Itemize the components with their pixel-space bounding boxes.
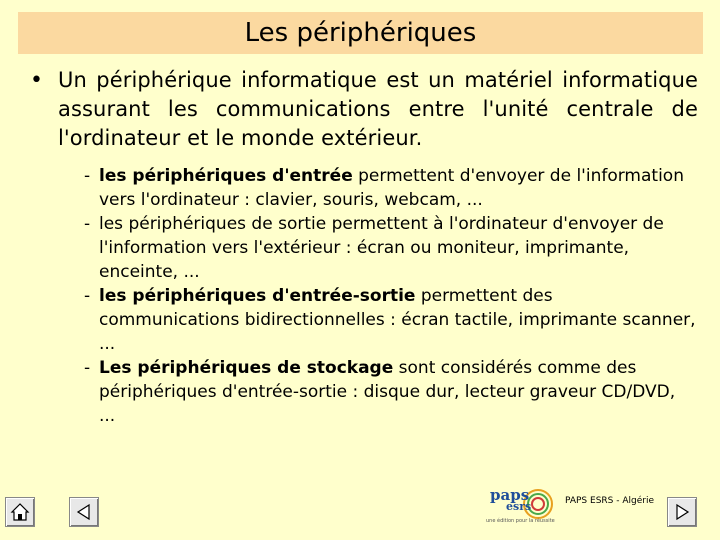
- bullet-item: [30, 66, 698, 153]
- home-button[interactable]: [5, 497, 35, 527]
- sub-rest: sont considérés comme des périphériques d'entrée-sortie : disque dur, lecteur graveur CD/DVD, ...: [99, 358, 676, 426]
- sub-item-output: [84, 212, 696, 284]
- next-slide-icon: [672, 502, 692, 522]
- home-icon: [10, 502, 30, 522]
- previous-slide-icon: [74, 502, 94, 522]
- bullet-text: Un périphérique informatique est un matériel informatique assurant les communications entre l'unité centrale de l'ordinateur et le monde extérieur.: [58, 68, 698, 150]
- logo-text: paps: [490, 486, 530, 504]
- sub-text: [99, 164, 696, 212]
- bullet-dot: •: [30, 68, 43, 93]
- title-bar: [18, 12, 703, 54]
- sub-text: [99, 356, 696, 428]
- dash: -: [84, 358, 91, 378]
- sub-bold: les périphériques d'entrée: [99, 166, 353, 186]
- sub-item-input: [84, 164, 696, 212]
- dash: -: [84, 214, 91, 234]
- sub-text: [99, 212, 696, 284]
- logo-text-2: esrs: [506, 500, 532, 513]
- sub-bold: Les périphériques de stockage: [99, 358, 394, 378]
- sub-text: [99, 284, 696, 356]
- sub-rest: permettent d'envoyer de l'information vers l'ordinateur : clavier, souris, webcam, ...: [99, 166, 684, 210]
- sub-item-input-output: [84, 284, 696, 356]
- previous-slide-button[interactable]: [69, 497, 99, 527]
- dash: -: [84, 166, 91, 186]
- sub-list: [84, 164, 696, 428]
- paps-esrs-logo: [486, 484, 558, 528]
- logo-caption: une édition pour la réussite: [486, 518, 555, 524]
- slide-title: Les périphériques: [244, 18, 477, 48]
- next-slide-button[interactable]: [667, 497, 697, 527]
- sub-rest: permettent des communications bidirectionnelles : écran tactile, imprimante scanner, ...: [99, 286, 696, 354]
- sub-rest: les périphériques de sortie permettent à l'ordinateur d'envoyer de l'information vers l'extérieur : écran ou moniteur, imprimante, enceinte, ...: [99, 214, 664, 282]
- dash: -: [84, 286, 91, 306]
- sub-bold: les périphériques d'entrée-sortie: [99, 286, 416, 306]
- footer-org: PAPS ESRS - Algérie: [565, 496, 654, 506]
- sub-item-storage: [84, 356, 696, 428]
- main-content: [30, 66, 698, 153]
